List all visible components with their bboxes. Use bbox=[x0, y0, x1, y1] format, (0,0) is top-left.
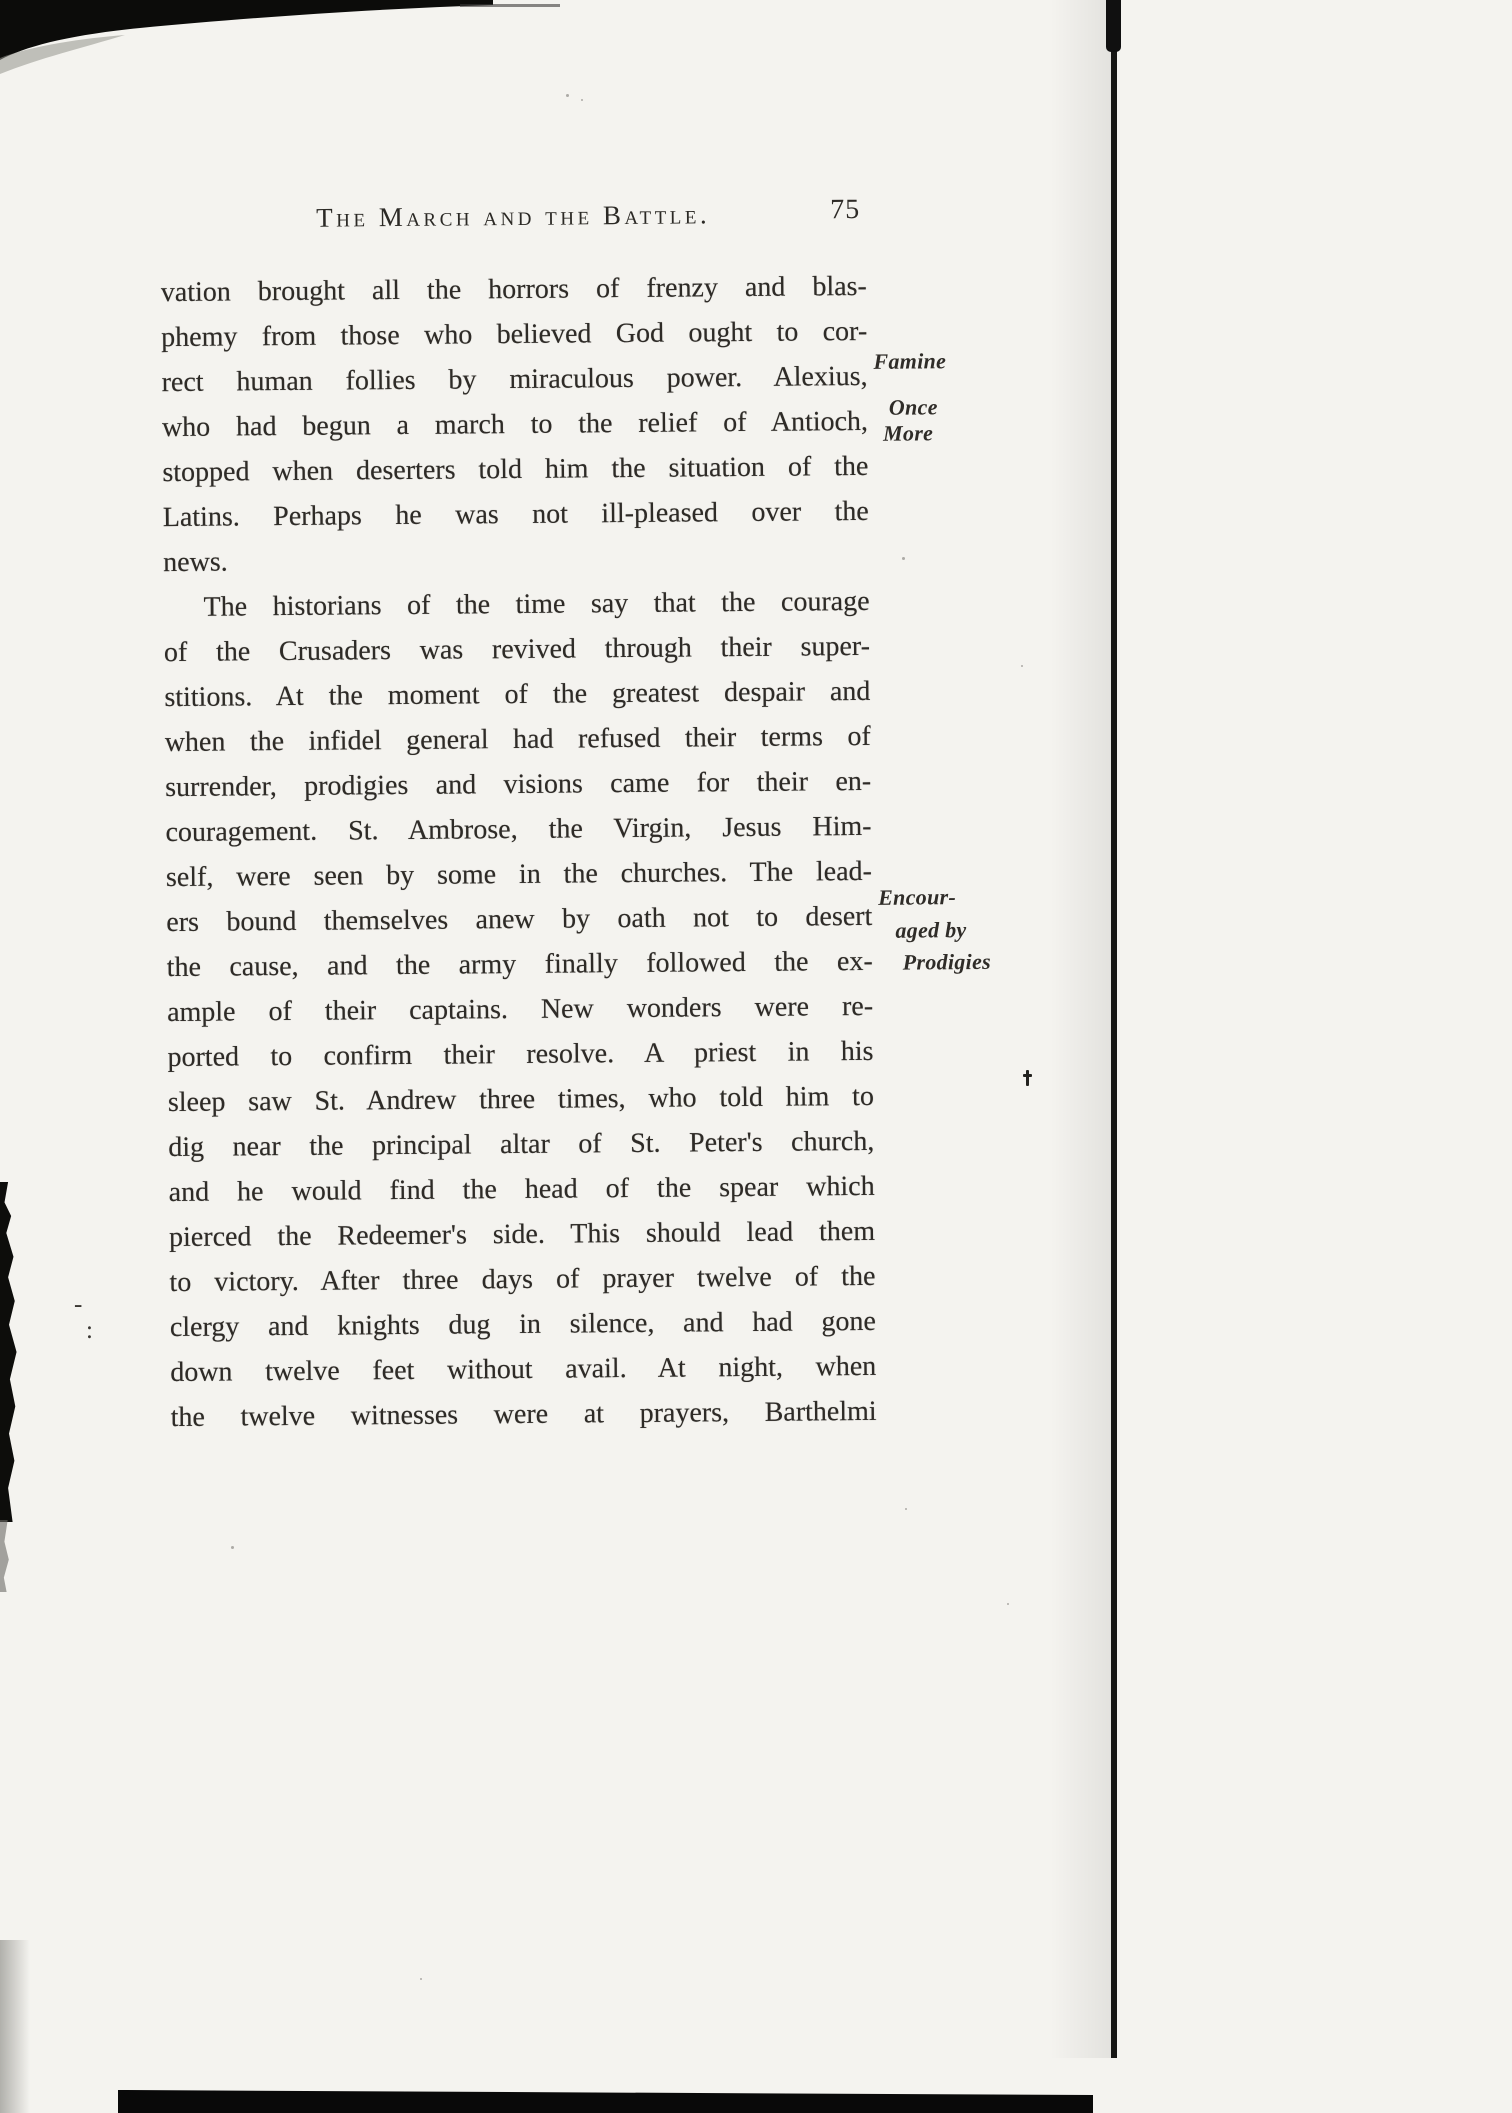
scan-artifact-binding-cap bbox=[1106, 0, 1121, 52]
text-line: ported to confirm their resolve. A priest in his bbox=[167, 1035, 874, 1074]
scan-artifact-top-left-corner bbox=[0, 0, 560, 80]
text-line: the cause, and the army finally followed the ex- bbox=[166, 945, 873, 984]
text-line: sleep saw St. Andrew three times, who told him to bbox=[167, 1080, 875, 1119]
ink-mark: : bbox=[86, 1317, 93, 1344]
margin-note-prodigies: aged by bbox=[895, 917, 967, 943]
text-line: Latins. Perhaps he was not ill-pleased over the bbox=[162, 495, 869, 534]
scan-artifact-binding-line bbox=[1111, 0, 1117, 2058]
text-line: down twelve feet without avail. At night, when bbox=[170, 1350, 877, 1389]
text-line: and he would find the head of the spear which bbox=[168, 1170, 875, 1209]
margin-note-prodigies: Prodigies bbox=[902, 948, 992, 975]
scan-speck bbox=[566, 94, 569, 97]
scan-speck bbox=[1007, 1603, 1009, 1605]
text-line: the twelve witnesses were at prayers, Barthelmi bbox=[170, 1395, 877, 1434]
text-line: to victory. After three days of prayer twelve of the bbox=[169, 1260, 876, 1299]
page-content bbox=[160, 192, 992, 1440]
scan-speck bbox=[905, 1508, 907, 1510]
text-line: dig near the principal altar of St. Peter's church, bbox=[168, 1125, 875, 1164]
ink-mark: - bbox=[74, 1291, 83, 1318]
body-text bbox=[161, 264, 877, 1440]
text-line: vation brought all the horrors of frenzy and blas- bbox=[160, 270, 867, 309]
text-line: ample of their captains. New wonders were re- bbox=[166, 990, 874, 1029]
scan-artifact-left-edge-smudge bbox=[0, 1182, 18, 1522]
text-line: phemy from those who believed God ought to cor- bbox=[161, 315, 868, 354]
text-line: clergy and knights dug in silence, and had gone bbox=[169, 1305, 876, 1344]
text-line: ers bound themselves anew by oath not to desert bbox=[166, 900, 873, 939]
text-line: The historians of the time say that the courage bbox=[203, 585, 870, 623]
page-number: 75 bbox=[830, 193, 861, 226]
scan-speck bbox=[902, 557, 905, 560]
margin-note-famine: More bbox=[882, 420, 934, 446]
scan-speck bbox=[231, 1546, 234, 1549]
text-line: self, were seen by some in the churches. The lead- bbox=[165, 855, 873, 894]
scan-speck bbox=[1021, 665, 1023, 667]
text-line: couragement. St. Ambrose, the Virgin, Jesus Him- bbox=[165, 810, 872, 849]
scan-artifact-left-edge-smudge bbox=[0, 1520, 11, 1592]
text-line: who had begun a march to the relief of Antioch, bbox=[161, 405, 869, 444]
margin-note-prodigies: Encour- bbox=[878, 884, 957, 910]
scan-artifact-bottom-left-shade bbox=[0, 1940, 30, 2113]
scan-speck bbox=[581, 99, 583, 101]
scan-artifact-bottom-bar bbox=[118, 2090, 1093, 2113]
running-title: The March and the Battle. bbox=[316, 199, 711, 233]
margin-note-famine: Once bbox=[888, 394, 938, 420]
text-line: stopped when deserters told him the situation of the bbox=[162, 450, 869, 489]
text-line: when the infidel general had refused their terms of bbox=[164, 720, 871, 759]
text-line: surrender, prodigies and visions came for their en- bbox=[165, 765, 872, 804]
text-line: pierced the Redeemer's side. This should lead them bbox=[168, 1215, 876, 1254]
text-line: of the Crusaders was revived through their super- bbox=[163, 630, 871, 669]
page-header bbox=[160, 192, 867, 268]
margin-note-famine: Famine bbox=[873, 348, 947, 374]
page-gutter-shadow bbox=[1050, 0, 1111, 2058]
text-line: news. bbox=[163, 546, 228, 579]
text-line: rect human follies by miraculous power. Alexius, bbox=[161, 360, 868, 399]
ink-mark bbox=[1026, 1070, 1029, 1086]
scan-speck bbox=[420, 1978, 422, 1980]
text-line: stitions. At the moment of the greatest despair and bbox=[164, 675, 871, 714]
